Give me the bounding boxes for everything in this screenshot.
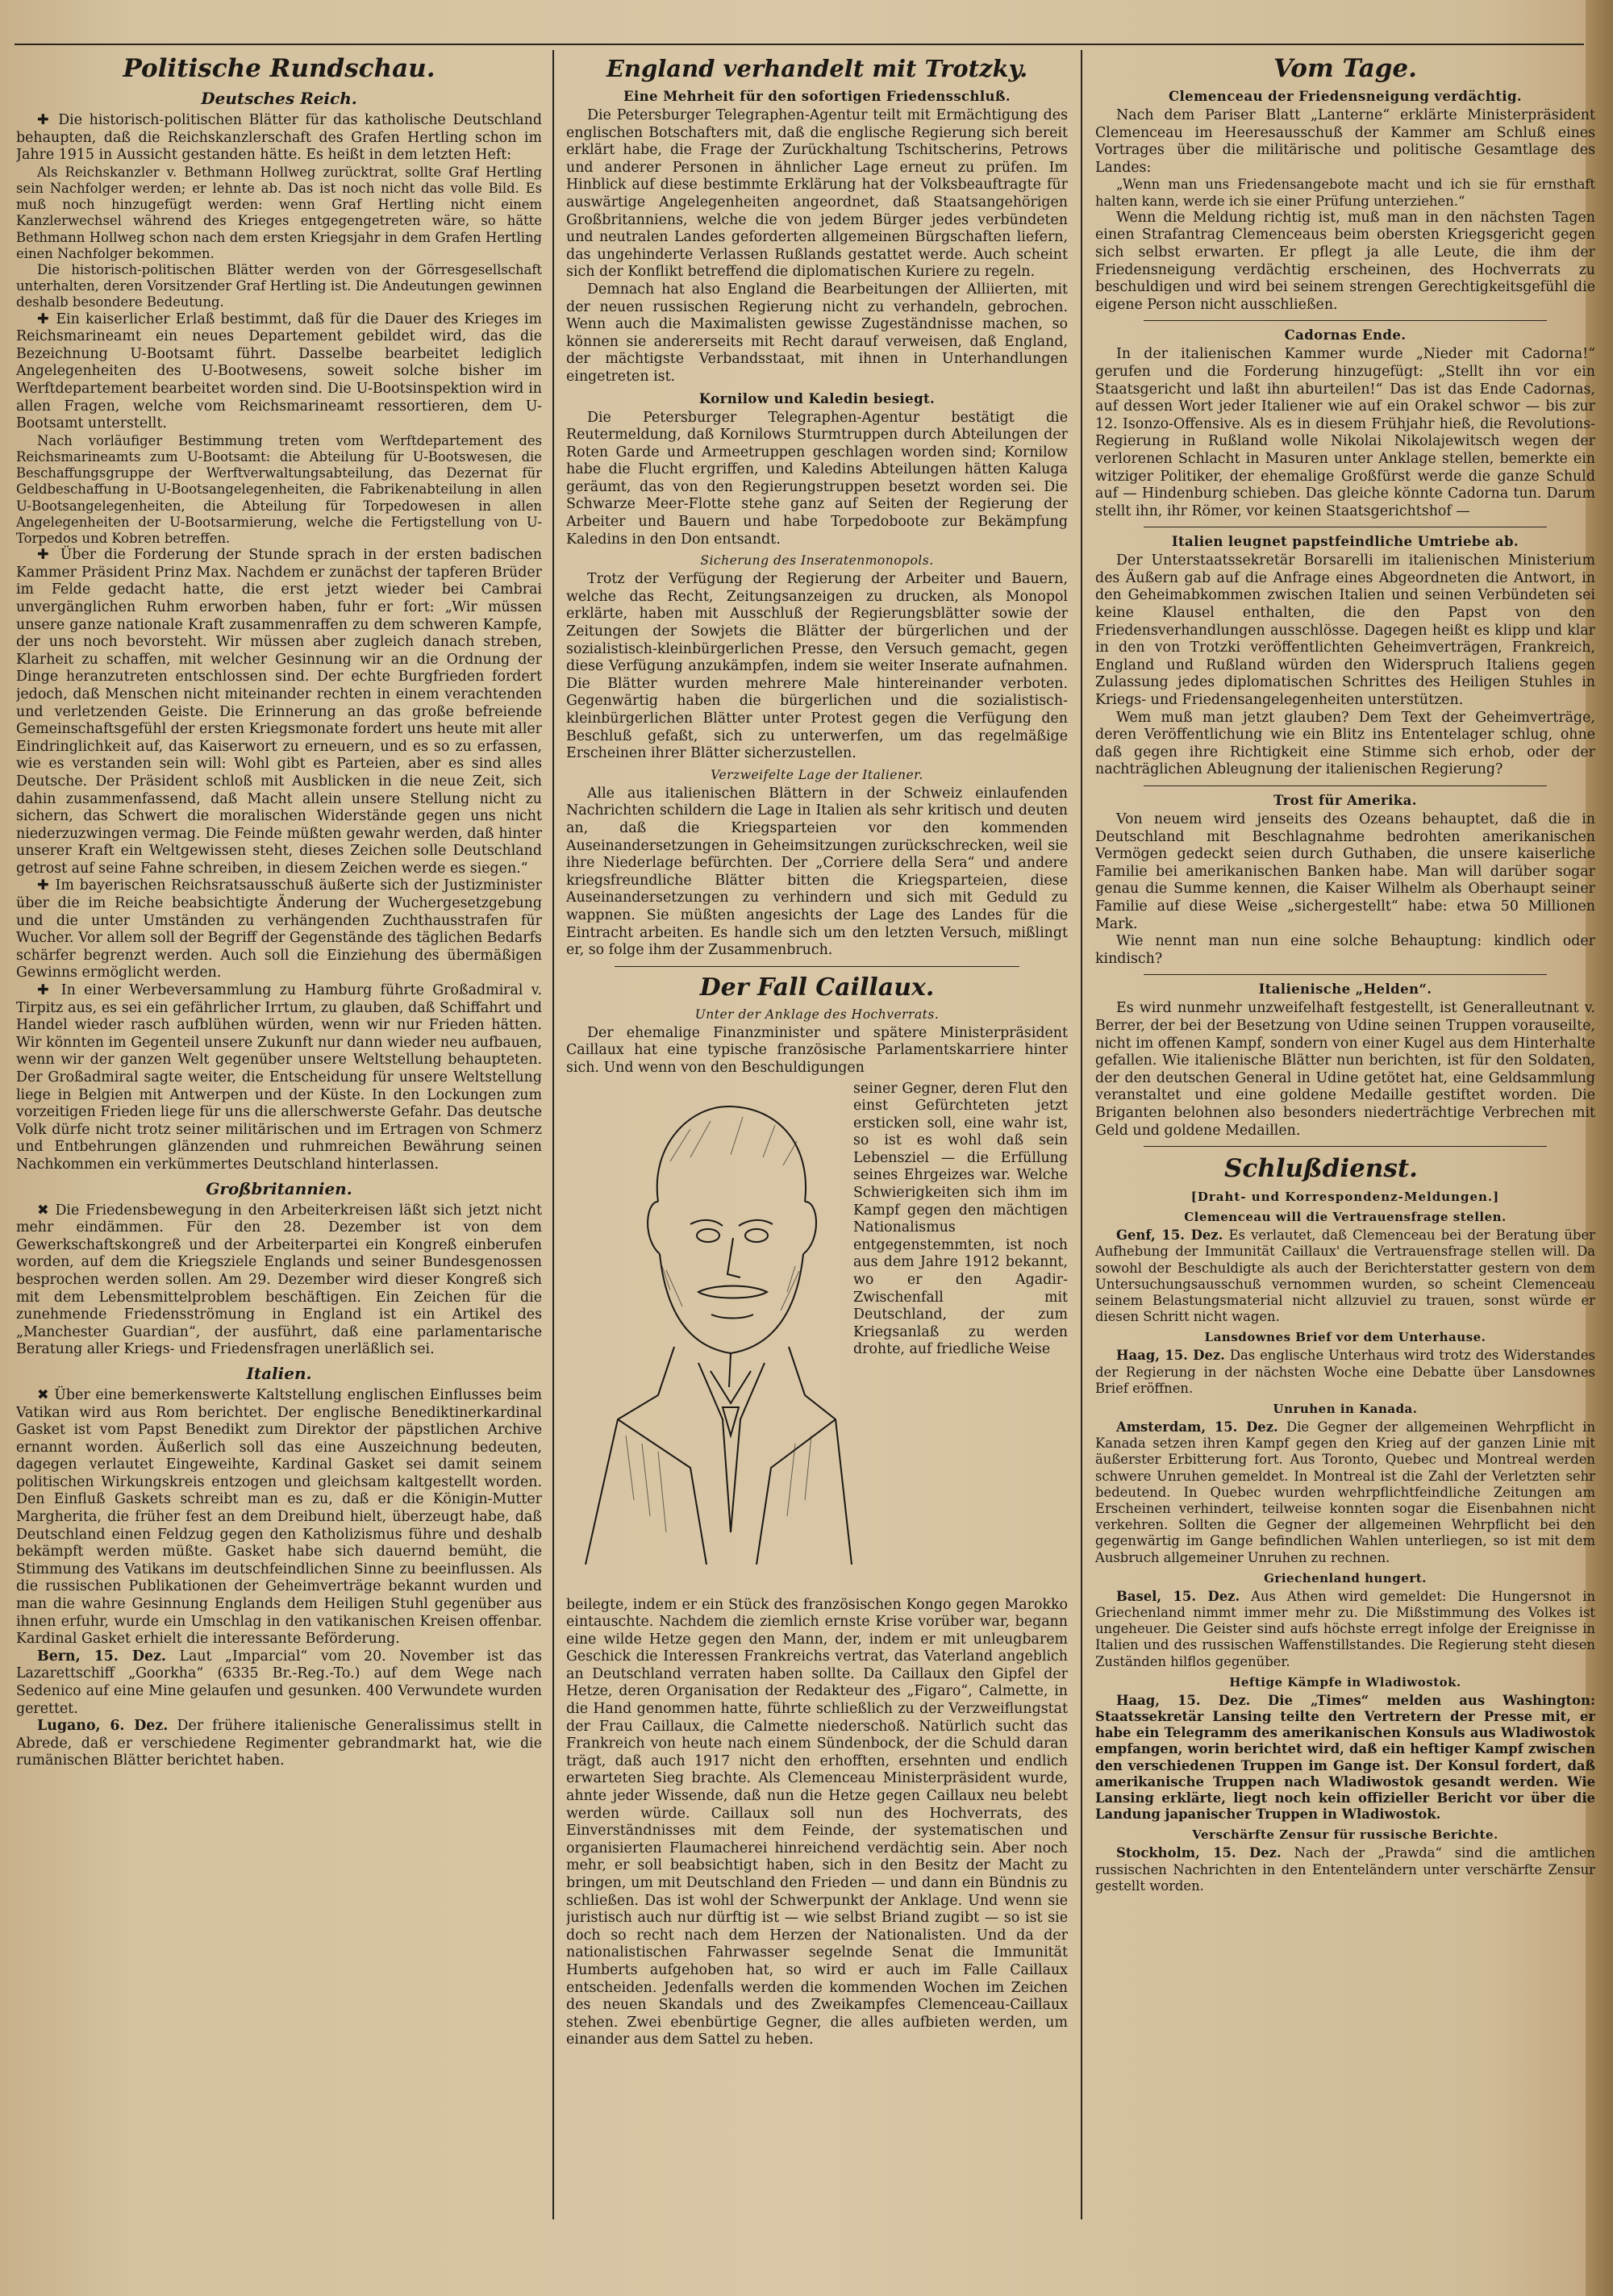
- article-title: Der Fall Caillaux.: [699, 973, 935, 1002]
- paragraph: Wenn die Meldung richtig ist, muß man in den nächsten Tagen einen Strafantrag Clemenceaus beim obersten Kriegsgericht gegen sich selbst erwarten. Er pflegt ja alle Leute, die ihm der Friedensneigung verdächtig erscheinen, des Hochverrats zu beschuldigen und wird bei seinem strengen Gerechtigkeitsgefühl die eigene Person nicht ausschließen.: [1095, 209, 1595, 313]
- news-heading: Unruhen in Kanada.: [1273, 1401, 1418, 1416]
- news-item: [16, 1718, 542, 1770]
- paragraph: ✖ Über eine bemerkenswerte Kaltstellung englischen Einflusses beim Vatikan wird aus Rom berichtet. Der englische Benediktinerkardinal Gasket ist vom Papst Benedikt zum Direktor der päpstlichen Archive ernannt worden. Äußerlich soll das eine Auszeichnung bedeuten, dagegen verlautet Eingeweihte, Kardinal Gasket sei damit seinem politischen Wirkungskreis entzogen und gleichsam kaltgestellt worden. Den Einfluß Gaskets schreibt man es zu, daß er die Königin-Mutter Margherita, die früher fest an dem Dreibund hielt, überzeugt habe, daß Deutschland einen Feldzug gegen den Katholizismus führe und deshalb bekämpft werden müßte. Gasket habe sich dauernd bemüht, die Stimmung des Vatikans im deutschfeindlichen Sinne zu beeinflussen. Als die russischen Publikationen der Geheimverträge bekannt wurden und man die wahre Gesinnung Englands dem Heiligen Stuhl gegenüber aus ihnen erfuhr, wurde ein Umschlag in den vatikanischen Kreisen offenbar. Kardinal Gasket erhielt die interessante Beförderung.: [16, 1386, 542, 1648]
- paragraph: Der Unterstaatssekretär Borsarelli im italienischen Ministerium des Äußern gab auf die Anfrage eines Abgeordneten die Antwort, in den Geheimabkommen zwischen Italien und seinen Verbündeten sei keine Klausel enthalten, die den Papst von den Friedensverhandlungen ausschlösse. Dagegen heißt es klipp und klar in den von Trotzki veröffentlichten Geheimverträgen, Frankreich, England und Rußland würden den Widerspruch Italiens gegen Zulassung jedes diplomatischen Schrittes des Heiligen Stuhles in Kriegs- und Friedensangelegenheiten unterstützen.: [1095, 552, 1595, 709]
- paragraph: ✚ In einer Werbeversammlung zu Hamburg führte Großadmiral v. Tirpitz aus, es sei ein gefährlicher Irrtum, zu glauben, daß Schiffahrt und Handel wieder rasch aufblühen würden, wenn wir nur Frieden hätten. Wir könnten im Gegenteil unsere Zukunft nur dann wieder neu aufbauen, wenn wir der ganzen Welt gegenüber unsere Weltstellung behaupteten. Der Großadmiral sagte weiter, die Entscheidung für unsere Weltstellung liege in Belgien mit Antwerpen und der Küste. In den Lockungen zum vorzeitigen Frieden liege für uns die allerschwerste Gefahr. Das deutsche Volk dürfe nicht trotz seiner militärischen und im Ertragen von Schmerz und Entbehrungen glänzenden und ruhmreichen Bewährung seinen Nachkommen ein verkümmertes Deutschland hinterlassen.: [16, 982, 542, 1173]
- news-item: [1095, 1693, 1595, 1823]
- news-item: [1095, 1348, 1595, 1397]
- column-vom-tage: [1095, 50, 1595, 2256]
- paragraph: Die Petersburger Telegraphen-Agentur teilt mit Ermächtigung des englischen Botschafters mit, daß die englische Regierung sich bereit erklärt habe, die Frage der Zurückhaltung Tschitscherins, Petrows und anderer Personen in ähnlicher Lage erneut zu prüfen. Im Hinblick auf diese bestimmte Erklärung hat der Volksbeauftragte für auswärtige Angelegenheiten angeordnet, daß Staatsangehörigen Großbritanniens, welche die von jedem Bürger jedes verbündeten und neutralen Landes geforderten allgemeinen Bürgschaften liefern, das ungehinderte Verlassen Rußlands gestattet werde. Auch scheint sich der Konflikt betreffend die diplomatischen Kuriere zu regeln.: [566, 107, 1068, 281]
- news-text: Nach der „Prawda“ sind die amtlichen russischen Nachrichten in den Ententeländern unter verschärfte Zensur gestellt worden.: [1095, 1845, 1595, 1894]
- dateline: Bern, 15. Dez.: [37, 1648, 166, 1665]
- news-text: Der frühere italienische Generalissimus stellt in Abrede, daß er verschiedene Regimenter gebrandmarkt hat, wie die rumänischen Blätter berichtet haben.: [16, 1718, 542, 1769]
- paragraph: Nach dem Pariser Blatt „Lanterne“ erklärte Ministerpräsident Clemenceau im Heeresausschuß der Kammer am Schluß eines Vortrages über die militärische und politische Gesamtlage des Landes:: [1095, 107, 1595, 176]
- paragraph: ✚ Ein kaiserlicher Erlaß bestimmt, daß für die Dauer des Krieges im Reichsmarineamt ein neues Departement gebildet wird, das die Bezeichnung U-Bootsamt führt. Dasselbe bearbeitet lediglich Angelegenheiten des U-Bootwesens, soweit solche bisher im Werftdepartement bearbeitet worden sind. Die U-Bootsinspektion wird in allen Fragen, welche vom Reichsmarineamt ressortieren, dem U-Bootsamt unterstellt.: [16, 310, 542, 432]
- news-text: Die Gegner der allgemeinen Wehrpflicht in Kanada setzen ihren Kampf gegen den Krieg auf der ganzen Linie mit äußerster Erbitterung fort. Aus Toronto, Quebec und Montreal werden schwere Unruhen gemeldet. In Montreal ist die Zahl der Verletzten sehr bedeutend. In Quebec wurden wehrpflichtfeindliche Zeitungen am Erscheinen verhindert, teilweise konnten sogar die Eisenbahnen nicht verkehren. Sollten die Gegner der allgemeinen Wehrpflicht bei den gegenwärtig im Gange befindlichen Wahlen unterliegen, so ist mit dem Ausbruch allgemeiner Unruhen zu rechnen.: [1095, 1419, 1595, 1565]
- dateline: Haag, 15. Dez.: [1116, 1348, 1225, 1364]
- dateline: Haag, 15. Dez.: [1116, 1692, 1251, 1708]
- subheading: Verzweifelte Lage der Italiener.: [711, 767, 923, 782]
- subheading: Italien leugnet papstfeindliche Umtriebe ab.: [1171, 534, 1519, 550]
- section-subtitle: [Draht- und Korrespondenz-Meldungen.]: [1190, 1190, 1500, 1205]
- section-title: Politische Rundschau.: [123, 54, 436, 83]
- portrait-block: [566, 1081, 1068, 1597]
- divider: [615, 966, 1019, 967]
- news-item: [1095, 1227, 1595, 1325]
- paragraph: Trotz der Verfügung der Regierung der Arbeiter und Bauern, welche das Recht, Zeitungsanzeigen zu drucken, als Monopol erklärte, haben mit Ausschluß der Regierungsblätter sowie der Zeitungen der Sowjets die Blätter der bürgerlichen und der sozialistisch-kleinbürgerlichen Presse, den Versuch gemacht, gegen diese Verfügung anzukämpfen, indem sie weiter Inserate aufnahmen. Die Blätter wurden mehrere Male hintereinander verboten. Gegenwärtig haben die bürgerlichen und die sozialistisch-kleinbürgerlichen Blätter unter Protest gegen die Verfügung den Beschluß gefaßt, sich zu unterwerfen, um das regelmäßige Erscheinen ihrer Blätter sicherzustellen.: [566, 571, 1068, 762]
- news-heading: Clemenceau will die Vertrauensfrage stellen.: [1184, 1210, 1507, 1225]
- paragraph: Alle aus italienischen Blättern in der Schweiz einlaufenden Nachrichten schildern die Lage in Italien als sehr kritisch und deuten an, daß die Kriegsparteien vor den kommenden Auseinandersetzungen in Geheimsitzungen zurückschrecken, weil sie ihre Niederlage befürchten. Der „Corriere della Sera“ und andere kriegsfreundliche Blätter bitten die Kriegsparteien, diese Auseinandersetzungen zu verhindern und sich mit Geduld zu wappnen. Sie müßten angesichts der Lage des Landes für die Eintracht arbeiten. Es handle sich um den letzten Versuch, mißlingt er, so folge ihm der Zusammenbruch.: [566, 785, 1068, 959]
- paragraph: ✖ Die Friedensbewegung in den Arbeiterkreisen läßt sich jetzt nicht mehr eindämmen. Für den 28. Dezember ist von dem Gewerkschaftskongreß und der Arbeiterpartei ein Kongreß einberufen worden, auf dem die Kriegsziele Englands und seiner Bundesgenossen besprochen werden sollen. Am 29. Dezember wird dieser Kongreß sich mit dem Lebensmittelproblem beschäftigen. Ein Zeichen für die zunehmende Friedensströmung in England ist ein Artikel des „Manchester Guardian“, der ausführt, daß eine parlamentarische Beratung aller Kriegs- und Friedensfragen unerläßlich sei.: [16, 1202, 542, 1358]
- quote: Als Reichskanzler v. Bethmann Hollweg zurücktrat, sollte Graf Hertling sein Nachfolger werden; er lehnte ab. Das ist noch nicht das volle Bild. Es muß noch hinzugefügt werden: wenn Graf Hertling nicht einem Kanzlerwechsel während des Krieges entgegengetreten wäre, so hätte Bethmann Hollweg schon nach dem ersten Kriegsjahr in dem Grafen Hertling einen Nachfolger bekommen.: [16, 164, 542, 261]
- column-politische-rundschau: [16, 50, 542, 2256]
- subheading: Italienische „Helden“.: [1258, 981, 1432, 998]
- news-text: Es verlautet, daß Clemenceau bei der Beratung über Aufhebung der Immunität Caillaux' die Vertrauensfrage stellen will. Da sowohl der Beschuldigte als auch der Berichterstatter gestern von dem Untersuchungsausschuß vernommen wurden, so scheint Clemenceau seinem Belastungsmaterial nicht allzuviel zu trauen, sonst würde er diesen Schritt nicht wagen.: [1095, 1227, 1595, 1325]
- subsection-title: Italien.: [246, 1363, 312, 1383]
- paragraph: beilegte, indem er ein Stück des französischen Kongo gegen Marokko eintauschte. Nachdem die ziemlich ernste Krise vorüber war, begann eine wilde Hetze gegen den Mann, der, indem er mit unleugbarem Geschick die Interessen Frankreichs vertrat, das Vaterland angeblich an Deutschland verraten haben sollte. Da Caillaux den Gipfel der Hetze, deren Organisation der Redakteur des „Figaro“, Calmette, in die Hand genommen hatte, führte schließlich zu der Verzweiflungstat der Frau Caillaux, die Calmette niederschoß. Natürlich sucht das Frankreich von heute nach einem Sündenbock, der die Schuld daran trägt, daß auch 1917 nicht den erhofften, ersehnten und endlich erwarteten Sieg brachte. Als Clemenceau Ministerpräsident wurde, ahnte jeder Wissende, daß nun die Hetze gegen Caillaux neu belebt werden würde. Caillaux soll nun des Hochverrats, des Einverständnisses mit dem Feinde, der systematischen und organisierten Flaumacherei hinreichend verdächtig sein. Aber noch mehr, er soll beabsichtigt haben, sich in den Besitz der Macht zu bringen, um mit Deutschland den Frieden — und dann ein Bündnis zu schließen. Das ist wohl der Schwerpunkt der Anklage. Und wenn sie juristisch auch nur dürftig ist — wie selbst Briand zugibt — so ist sie doch so recht nach dem Herzen der Nationalisten. Und da der nationalistischen Fahrwasser segelnde Senat die Immunität Humberts aufgehoben hat, so wird er auch im Falle Caillaux entscheiden. Jedenfalls werden die kommenden Wochen im Zeichen des neuen Skandals und des Zweikampfes Clemenceau-Caillaux stehen. Zwei ebenbürtige Gegner, die alles aufbieten werden, um einander aus dem Sattel zu heben.: [566, 1596, 1068, 2048]
- news-text: Das englische Unterhaus wird trotz des Widerstandes der Regierung in der nächsten Woche eine Debatte über Lansdownes Brief eröffnen.: [1095, 1348, 1595, 1396]
- text-beside-portrait: seiner Gegner, deren Flut den einst Gefürchteten jetzt ersticken soll, eine wahr ist, so ist es wohl daß sein Lebensziel — die Erfüllung seines Ehrgeizes war. Welche Schwierigkeiten sich ihm im Kampf gegen den mächtigen Nationalismus entgegenstemmten, ist noch aus dem Jahre 1912 bekannt, wo er den Agadir-Zwischenfall mit Deutschland, der zum Kriegsanlaß zu werden drohte, auf friedliche Weise: [853, 1080, 1068, 1358]
- news-item: [1095, 1419, 1595, 1566]
- subsection-title: Großbritannien.: [206, 1178, 352, 1198]
- paragraph: Die Petersburger Telegraphen-Agentur bestätigt die Reutermeldung, daß Kornilows Sturmtruppen durch Abteilungen der Roten Garde und Armeetruppen geschlagen worden sind; Kornilow habe die Flucht ergriffen, und Kaledins Abteilungen hätten Kaluga geräumt, das von den Regierungstruppen besetzt worden sei. Die Schwarze Meer-Flotte stehe ganz auf Seiten der Regierung der Arbeiter und Bauern und habe Torpedoboote zur Bekämpfung Kaledins in den Don entsandt.: [566, 409, 1068, 548]
- subheading: Sicherung des Inseratenmonopols.: [700, 553, 934, 569]
- column-rule-1: [552, 50, 554, 2219]
- dateline: Basel, 15. Dez.: [1116, 1588, 1240, 1604]
- column-rule-2: [1081, 50, 1082, 2219]
- dateline: Genf, 15. Dez.: [1116, 1227, 1223, 1244]
- paragraph: In der italienischen Kammer wurde „Nieder mit Cadorna!“ gerufen und die Forderung hinzugefügt: „Stellt ihn vor ein Staatsgericht und laßt ihn aburteilen!“ Das ist das Ende Cadornas, auf dessen Wort jeder Italiener wie auf ein Orakel schwor — bis zur 12. Isonzo-Offensive. Als es in diesem Frühjahr hieß, die Revolutions-Regierung in Rußland wolle Nikolai Nikolajewitsch wegen der verlorenen Schlacht in Masuren unter Anklage stellen, bemerkte ein witziger Politiker, der ehemalige Großfürst werde die ganze Schuld auf — Hindenburg schieben. Das gleiche könnte Cadorna tun. Darum stellt ihn, ihr Römer, vor keinen Staatsgerichtshof —: [1095, 346, 1595, 519]
- divider: [1144, 785, 1547, 786]
- paragraph: Wie nennt man nun eine solche Behauptung: kindlich oder kindisch?: [1095, 933, 1595, 967]
- paragraph: ✚ Die historisch-politischen Blätter für das katholische Deutschland behaupten, daß die Reichskanzlerschaft des Grafen Hertling schon im Jahre 1915 in Aussicht gestanden hätte. Es heißt in dem letzten Heft:: [16, 112, 542, 164]
- top-rule: [15, 44, 1584, 45]
- news-text: Die „Times“ melden aus Washington: Staatssekretär Lansing teilte den Vertretern der Presse mit, er habe ein Telegramm des amerikanischen Konsuls aus Wladiwostok empfangen, worin berichtet wird, daß ein heftiger Kampf zwischen den verschiedenen Truppen im Gange ist. Der Konsul fordert, daß amerikanische Truppen nach Wladiwostok gesandt werden. Wie Lansing erklärte, liegt noch kein offizieller Bericht vor über die Landung japanischer Truppen in Wladiwostok.: [1095, 1692, 1595, 1823]
- paragraph: ✚ Über die Forderung der Stunde sprach in der ersten badischen Kammer Präsident Prinz Max. Nachdem er zunächst der tapferen Brüder im Felde gedacht hatte, die erst jetzt wieder bei Cambrai unvergänglichen Ruhm erworben haben, fuhr er fort: „Wir müssen unsere ganze nationale Kraft zusammenraffen zu dem schweren Kampfe, der uns noch bevorsteht. Wir müssen aber zugleich danach streben, Klarheit zu schaffen, mit welcher Gesinnung wir an die Ordnung der Dinge heranzutreten entschlossen sind. Der echte Burgfrieden fordert jedoch, daß Menschen nicht miteinander rechten in einem verachtenden und verletzenden Geiste. Die Erinnerung an das große befreiende Gemeinschaftsgefühl der ersten Kriegsmonate fordert uns heute mit aller Eindringlichkeit auf, das Kaiserwort zu erneuern, und es so zu erfassen, wie es verstanden sein will: Wohl gibt es Parteien, aber es sind alles Deutsche. Der Präsident schloß mit Ausblicken in die neue Zeit, sich dahin zusammenfassend, daß Macht allein unsere Stellung nicht zu sichern, das Schwert die moralischen Widerstände gegen uns nicht niederzuzwingen vermag. Die Feinde müßten gewahr werden, daß hinter unserer Kraft ein Weltgewissen steht, dieses Zeichen solle Deutschland getrost auf seine Fahne schreiben, in diesem Zeichen werde es siegen.“: [16, 547, 542, 877]
- news-heading: Verschärfte Zensur für russische Berichte.: [1192, 1827, 1498, 1843]
- news-text: Aus Athen wird gemeldet: Die Hungersnot in Griechenland nimmt immer mehr zu. Die Mißstimmung des Volkes ist ungeheuer. Die Geister sind aufs höchste erregt infolge der Ereignisse in Italien und des russischen Waffenstillstandes. Die Regierung steht diesen Zuständen hilflos gegenüber.: [1095, 1588, 1595, 1669]
- paragraph: Der ehemalige Finanzminister und spätere Ministerpräsident Caillaux hat eine typische französische Parlamentskarriere hinter sich. Und wenn von den Beschuldigungen: [566, 1024, 1068, 1076]
- paragraph: Es wird nunmehr unzweifelhaft festgestellt, ist Generalleutnant v. Berrer, der bei der Besetzung von Udine seinen Truppen vorauseilte, nicht im offenen Kampf, sondern von einer Kugel aus dem Hinterhalte gefallen. Wie italienische Blätter nun berichten, ist für den Soldaten, der den deutschen General in Udine getötet hat, eine Geldsammlung veranstaltet und eine goldene Medaille gestiftet worden. Die Briganten belohnen also besonders niederträchtige Verbrechen mit Geld und goldene Medaillen.: [1095, 1000, 1595, 1139]
- article-subtitle: Eine Mehrheit für den sofortigen Friedensschluß.: [623, 89, 1011, 104]
- quote: Die historisch-politischen Blätter werden von der Görresgesellschaft unterhalten, deren Vorsitzender Graf Hertling ist. Die Andeutungen gewinnen deshalb besondere Bedeutung.: [16, 262, 542, 310]
- subsection-title: Deutsches Reich.: [201, 89, 357, 108]
- section-title: Schlußdienst.: [1224, 1154, 1418, 1184]
- column-england-trotzky: [566, 50, 1068, 2256]
- article-title: England verhandelt mit Trotzky.: [606, 55, 1028, 82]
- dateline: Lugano, 6. Dez.: [37, 1718, 169, 1735]
- divider: [1144, 974, 1547, 975]
- dateline: Stockholm, 15. Dez.: [1116, 1845, 1282, 1861]
- quote: „Wenn man uns Friedensangebote macht und ich sie für ernsthaft halten kann, werde ich sie einer Prüfung unterziehen.“: [1095, 177, 1595, 209]
- news-heading: Lansdownes Brief vor dem Unterhause.: [1204, 1330, 1486, 1345]
- subheading: Trost für Amerika.: [1273, 793, 1417, 808]
- news-item: [1095, 1589, 1595, 1670]
- paragraph: Von neuem wird jenseits des Ozeans behauptet, daß die in Deutschland mit Beschlagnahme bedrohten amerikanischen Vermögen gedeckt seien durch Guthaben, die unsere kaiserliche Familie bei amerikanischen Banken habe. Man will darüber sogar genau die Summe kennen, die Kaiser Wilhelm als Oberhaupt seiner Familie auf diese Weise „sichergestellt“ habe: etwa 50 Millionen Mark.: [1095, 811, 1595, 932]
- subheading: Kornilow und Kaledin besiegt.: [698, 390, 936, 406]
- news-item: [1095, 1845, 1595, 1894]
- paragraph: Nach vorläufiger Bestimmung treten vom Werftdepartement des Reichsmarineamts zum U-Bootsamt: die Abteilung für U-Bootswesen, die Beschaffungsgruppe der Werftverwaltungsabteilung, das Dezernat für Geldbeschaffung in U-Bootsangelegenheiten, die Fabrikenabteilung in allen U-Bootsangelegenheiten, die Abteilung für Torpedowesen in allen Angelegenheiten der U-Bootsarmierung, welche die Fertigstellung von U-Torpedos und Kobren betreffen.: [16, 432, 542, 546]
- divider: [1144, 1146, 1547, 1147]
- paragraph: Wem muß man jetzt glauben? Dem Text der Geheimverträge, deren Veröffentlichung wie ein Blitz ins Ententelager schlug, ohne daß gegen ihre Richtigkeit eine Stimme sich erhob, oder der nachträglichen Ableugnung der italienischen Regierung?: [1095, 709, 1595, 778]
- news-heading: Griechenland hungert.: [1264, 1570, 1427, 1586]
- news-heading: Heftige Kämpfe in Wladiwostok.: [1229, 1674, 1461, 1690]
- section-title: Vom Tage.: [1273, 54, 1417, 83]
- paragraph: Demnach hat also England die Bearbeitungen der Alliierten, mit der neuen russischen Regierung nicht zu verhandeln, gebrochen. Wenn auch die Maximalisten gewisse Zugeständnisse machen, so können sie andererseits mit Recht darauf verweisen, daß England, der mächtigste Verbandsstaat, mit ihnen in Unterhandlungen eingetreten ist.: [566, 281, 1068, 385]
- subheading: Cadornas Ende.: [1284, 327, 1407, 344]
- caillaux-portrait-illustration: [569, 1081, 853, 1565]
- divider: [1144, 320, 1547, 321]
- paragraph: ✚ Im bayerischen Reichsratsausschuß äußerte sich der Justizminister über die im Reiche beabsichtigte Änderung der Wuchergesetzgebung und die unter Umständen zu verhängenden Zuchthausstrafen für Wucher. Vor allem soll der Begriff der Gegenstände des täglichen Bedarfs schärfer begrenzt werden. Auch soll die Einziehung des übermäßigen Gewinns ermöglicht werden.: [16, 877, 542, 981]
- news-item: [16, 1648, 542, 1718]
- article-subtitle: Unter der Anklage des Hochverrats.: [694, 1006, 940, 1022]
- dateline: Amsterdam, 15. Dez.: [1116, 1419, 1278, 1435]
- news-text: Laut „Imparcial“ vom 20. November ist das Lazarettschiff „Goorkha“ (6335 Br.-Reg.-To.) auf dem Wege nach Sedenico auf eine Mine gelaufen und gesunken. 400 Verwundete wurden gerettet.: [16, 1648, 542, 1717]
- subheading: Clemenceau der Friedensneigung verdächtig.: [1168, 89, 1523, 104]
